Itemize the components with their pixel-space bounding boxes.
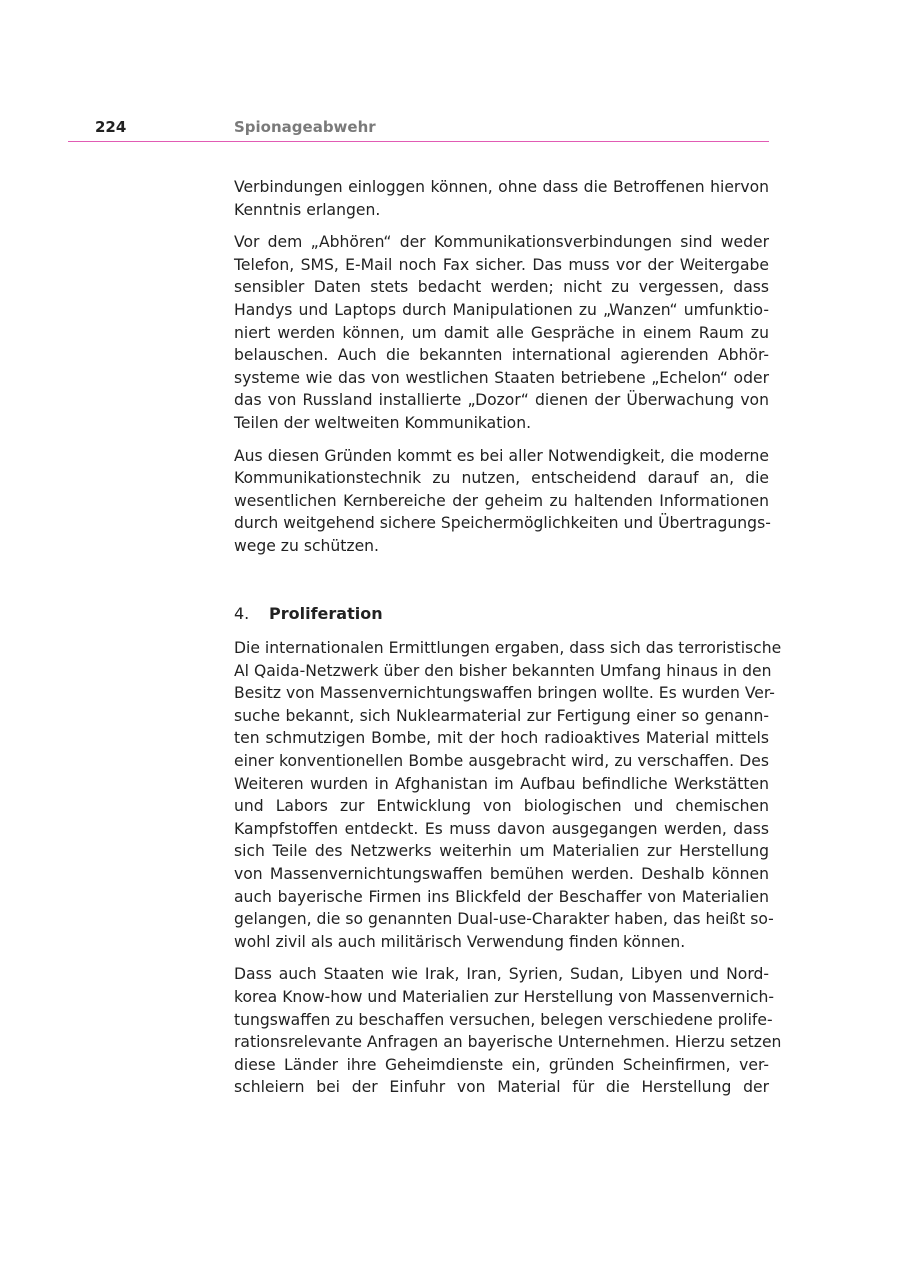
text-line: Telefon, SMS, E-Mail noch Fax sicher. Das muss vor der Weitergabe: [234, 255, 769, 274]
text-line: Vor dem „Abhören“ der Kommunikationsverbindungen sind weder: [234, 233, 769, 252]
text-line: ten schmutzigen Bombe, mit der hoch radioaktives Material mittels: [234, 729, 769, 748]
text-line: und Labors zur Entwicklung von biologischen und chemischen: [234, 797, 769, 816]
text-line: gelangen, die so genannten Dual-use-Charakter haben, das heißt so-: [234, 910, 774, 929]
text-line: das von Russland installierte „Dozor“ dienen der Überwachung von: [234, 391, 769, 410]
text-line: systeme wie das von westlichen Staaten betriebene „Echelon“ oder: [234, 368, 769, 387]
body-text-bottom: [234, 637, 782, 1109]
text-line: von Massenvernichtungswaffen bemühen werden. Deshalb können: [234, 864, 769, 883]
paragraph: [234, 176, 769, 221]
text-line: Verbindungen einloggen können, ohne dass die Betroffenen hiervon: [234, 178, 769, 196]
text-line: Handys und Laptops durch Manipulationen zu „Wanzen“ umfunktio-: [234, 300, 769, 319]
text-line: tungswaffen zu beschaffen versuchen, belegen verschiedene prolife-: [234, 1010, 773, 1029]
text-line: Kampfstoffen entdeckt. Es muss davon ausgegangen werden, dass: [234, 819, 769, 838]
text-line: korea Know-how und Materialien zur Herstellung von Massenvernich-: [234, 987, 774, 1006]
running-head: Spionageabwehr: [234, 118, 376, 136]
text-line: Weiteren wurden in Afghanistan im Aufbau befindliche Werkstätten: [234, 774, 769, 793]
text-line: niert werden können, um damit alle Gespräche in einem Raum zu: [234, 323, 769, 342]
text-line: Kommunikationstechnik zu nutzen, entscheidend darauf an, die: [234, 469, 769, 488]
text-line: Besitz von Massenvernichtungswaffen bringen wollte. Es wurden Ver-: [234, 684, 775, 703]
text-line: Al Qaida-Netzwerk über den bisher bekannten Umfang hinaus in den: [234, 661, 772, 680]
text-line: suche bekannt, sich Nuklearmaterial zur Fertigung einer so genann-: [234, 706, 769, 725]
text-line: rationsrelevante Anfragen an bayerische Unternehmen. Hierzu setzen: [234, 1033, 782, 1052]
body-text-top: [234, 176, 769, 568]
paragraph: [234, 445, 769, 558]
page-number: 224: [95, 118, 127, 136]
text-line: wege zu schützen.: [234, 536, 380, 555]
text-line: diese Länder ihre Geheimdienste ein, gründen Scheinfirmen, ver-: [234, 1055, 769, 1074]
text-line: schleiern bei der Einfuhr von Material für die Herstellung der: [234, 1078, 769, 1097]
header-rule: [68, 141, 769, 142]
text-line: wesentlichen Kernbereiche der geheim zu haltenden Informationen: [234, 491, 769, 510]
paragraph: [234, 963, 782, 1099]
text-line: sensibler Daten stets bedacht werden; nicht zu vergessen, dass: [234, 278, 769, 297]
text-line: auch bayerische Firmen ins Blickfeld der Beschaffer von Materialien: [234, 887, 769, 906]
text-line: Die internationalen Ermittlungen ergaben, dass sich das terroristische: [234, 639, 782, 657]
section-title: Proliferation: [269, 604, 383, 623]
text-line: Aus diesen Gründen kommt es bei aller Notwendigkeit, die moderne: [234, 446, 769, 465]
text-line: durch weitgehend sichere Speichermöglichkeiten und Übertragungs-: [234, 514, 771, 533]
text-line: einer konventionellen Bombe ausgebracht wird, zu verschaffen. Des: [234, 751, 769, 770]
section-heading: [234, 603, 383, 625]
paragraph: [234, 231, 769, 434]
text-line: sich Teile des Netzwerks weiterhin um Materialien zur Herstellung: [234, 842, 769, 861]
text-line: Kenntnis erlangen.: [234, 200, 381, 219]
section-number: 4.: [234, 604, 250, 623]
paragraph: [234, 637, 782, 953]
text-line: Dass auch Staaten wie Irak, Iran, Syrien, Sudan, Libyen und Nord-: [234, 965, 769, 984]
text-line: belauschen. Auch die bekannten international agierenden Abhör-: [234, 346, 769, 365]
text-line: Teilen der weltweiten Kommunikation.: [234, 413, 532, 432]
text-line: wohl zivil als auch militärisch Verwendung finden können.: [234, 932, 686, 951]
